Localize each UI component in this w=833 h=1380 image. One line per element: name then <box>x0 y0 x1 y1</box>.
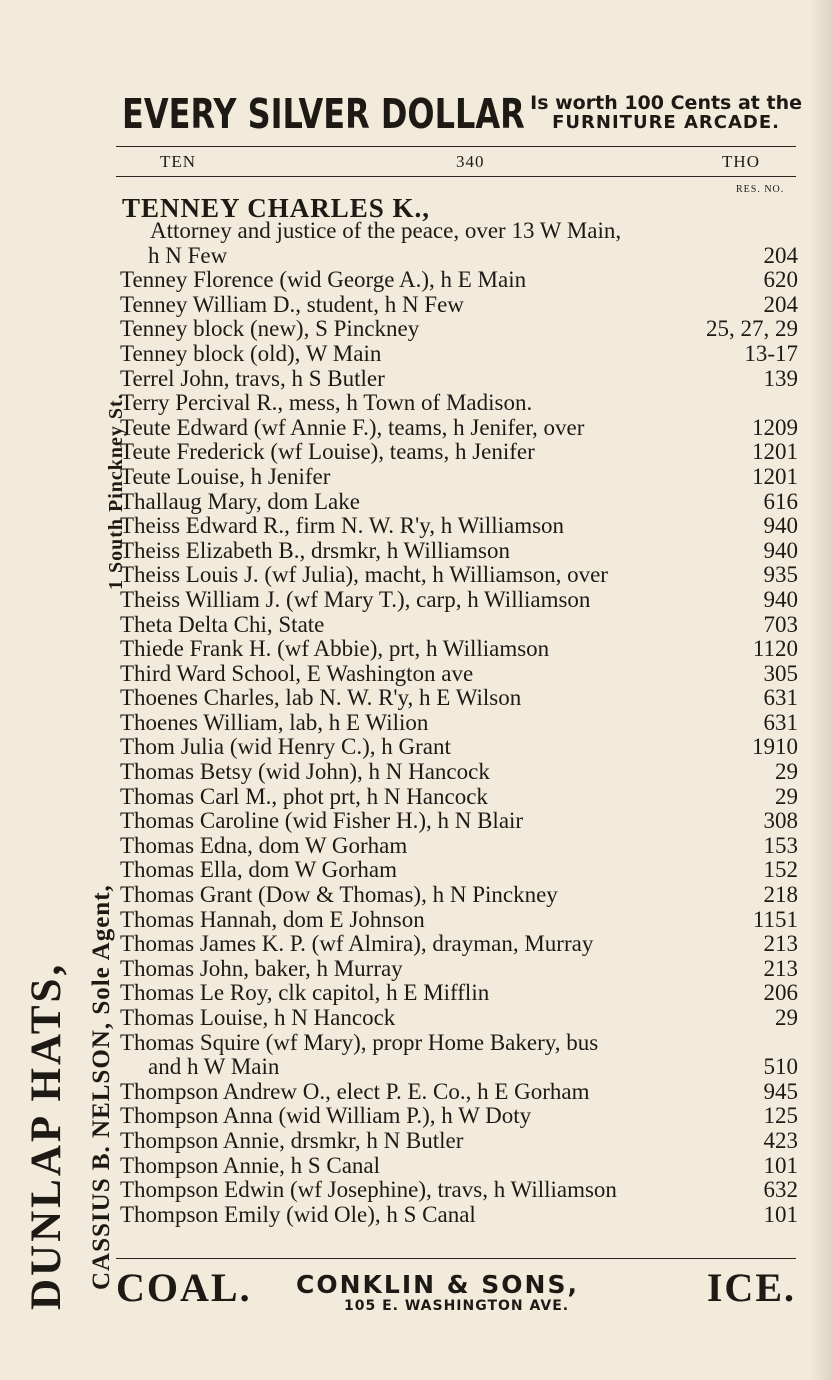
directory-entry <box>120 1203 798 1228</box>
entry-text: Thiede Frank H. (wf Abbie), prt, h Williamson <box>120 636 550 662</box>
entry-text: Teute Edward (wf Annie F.), teams, h Jenifer, over <box>120 414 585 440</box>
entry-text: Third Ward School, E Washington ave <box>120 660 474 686</box>
entry-number: 101 <box>763 1201 798 1227</box>
directory-entry <box>120 416 798 441</box>
entry-text: Thomas Squire (wf Mary), propr Home Bakery, bus <box>120 1029 599 1055</box>
side-advert-agent: CASSIUS B. NELSON, Sole Agent, <box>88 884 115 1290</box>
entry-text: Thomas Grant (Dow & Thomas), h N Pinckney <box>120 882 558 908</box>
directory-entry <box>120 391 798 416</box>
top-rule <box>116 146 796 147</box>
entry-text: Thompson Annie, drsmkr, h N Butler <box>120 1127 464 1153</box>
entry-number: 204 <box>763 291 798 317</box>
directory-entry <box>120 1080 798 1105</box>
entry-text: Attorney and justice of the peace, over 13 W Main, <box>150 218 622 243</box>
running-head <box>160 152 760 174</box>
entry-number: 423 <box>763 1127 798 1153</box>
entry-number: 620 <box>763 267 798 293</box>
entry-number: 940 <box>763 586 798 612</box>
directory-entry <box>120 367 798 392</box>
directory-entry <box>120 785 798 810</box>
banner-tagline <box>530 94 802 132</box>
entry-number: 510 <box>763 1054 798 1080</box>
entry-number: 940 <box>763 513 798 539</box>
directory-entry <box>120 981 798 1006</box>
entry-text: Thompson Edwin (wf Josephine), travs, h Williamson <box>120 1177 617 1203</box>
entry-text: Thoenes Charles, lab N. W. R'y, h E Wilson <box>120 685 522 711</box>
directory-entry <box>120 244 798 269</box>
directory-entry <box>120 637 798 662</box>
entry-text: Terry Percival R., mess, h Town of Madison. <box>120 390 533 416</box>
entry-number: 1910 <box>752 734 798 760</box>
footer-firm-name: CONKLIN & SONS, <box>296 1270 579 1299</box>
running-head-right: THO <box>722 152 760 171</box>
entry-text: Theta Delta Chi, State <box>120 611 325 637</box>
entry-heading: TENNEY CHARLES K., <box>122 193 431 223</box>
entry-number: 213 <box>763 931 798 957</box>
entry-text: Thompson Andrew O., elect P. E. Co., h E Gorham <box>120 1078 590 1104</box>
directory-entry <box>120 760 798 785</box>
entry-number: 29 <box>775 1005 798 1030</box>
entry-text: Thomas Betsy (wid John), h N Hancock <box>120 759 490 785</box>
footer-right-word: ICE. <box>706 1265 796 1310</box>
entry-number: 152 <box>763 857 798 883</box>
directory-entry <box>120 1178 798 1203</box>
directory-entry <box>120 317 798 342</box>
entry-number: 935 <box>763 562 798 588</box>
entry-number: 213 <box>763 955 798 981</box>
footer-address: 105 E. WASHINGTON AVE. <box>344 1298 570 1314</box>
entry-text: Theiss Elizabeth B., drsmkr, h Williamson <box>120 537 510 563</box>
entry-text: Thomas Ella, dom W Gorham <box>120 857 398 883</box>
entry-number: 1151 <box>752 906 798 932</box>
advertisement-banner <box>122 86 802 138</box>
entry-number: 1120 <box>752 636 798 662</box>
directory-entry <box>120 957 798 982</box>
entry-number: 139 <box>763 365 798 391</box>
page-edge-shadow <box>809 0 833 1380</box>
directory-entry <box>120 342 798 367</box>
entry-number: 13-17 <box>744 340 798 366</box>
directory-entry <box>120 1055 798 1080</box>
directory-entry <box>120 932 798 957</box>
entry-number: 631 <box>763 685 798 711</box>
running-head-left: TEN <box>160 152 197 171</box>
directory-entry <box>120 563 798 588</box>
entry-number: 305 <box>763 660 798 686</box>
directory-entry <box>120 883 798 908</box>
directory-entry <box>120 711 798 736</box>
entry-text: Thomas Edna, dom W Gorham <box>120 832 408 858</box>
directory-entry <box>120 465 798 490</box>
entry-text: Thallaug Mary, dom Lake <box>120 488 360 514</box>
entry-number: 1201 <box>752 463 798 489</box>
entry-text: Thom Julia (wid Henry C.), h Grant <box>120 734 451 760</box>
entry-number: 616 <box>763 488 798 514</box>
directory-entries <box>120 219 798 1227</box>
directory-entry <box>120 858 798 883</box>
directory-entry <box>120 539 798 564</box>
entry-text: Thomas Le Roy, clk capitol, h E Mifflin <box>120 980 490 1006</box>
directory-entry <box>120 908 798 933</box>
entry-text: Thomas Caroline (wid Fisher H.), h N Blair <box>120 808 524 834</box>
directory-entry <box>120 1129 798 1154</box>
entry-text: Terrel John, travs, h S Butler <box>120 365 385 391</box>
entry-text: Thompson Annie, h S Canal <box>120 1152 381 1178</box>
entry-text: Thomas Hannah, dom E Johnson <box>120 906 425 932</box>
entry-number: 1209 <box>752 414 798 440</box>
side-advert-title: DUNLAP HATS, <box>23 961 70 1310</box>
entry-number: 1201 <box>752 439 798 465</box>
entry-number: 632 <box>763 1177 798 1203</box>
directory-entry <box>120 809 798 834</box>
entry-number: 204 <box>763 242 798 268</box>
directory-entry <box>120 293 798 318</box>
residence-number-label: RES. NO. <box>736 184 785 195</box>
entry-number: 101 <box>763 1152 798 1178</box>
entry-number: 631 <box>763 709 798 735</box>
directory-entry <box>120 1031 798 1056</box>
entry-text: Theiss William J. (wf Mary T.), carp, h Williamson <box>120 586 591 612</box>
bottom-rule <box>116 1258 796 1259</box>
entry-number: 308 <box>763 808 798 834</box>
entry-text: Thomas Carl M., phot prt, h N Hancock <box>120 783 488 809</box>
entry-number: 153 <box>763 832 798 858</box>
entry-number: 206 <box>763 980 798 1006</box>
entry-text: h N Few <box>148 242 228 268</box>
entry-text: Thomas Louise, h N Hancock <box>120 1005 396 1030</box>
directory-entry <box>120 588 798 613</box>
entry-text: Teute Louise, h Jenifer <box>120 463 331 489</box>
entry-number: 29 <box>775 783 798 809</box>
directory-entry <box>120 686 798 711</box>
entry-number: 703 <box>763 611 798 637</box>
entry-text: Tenney Florence (wid George A.), h E Main <box>120 267 527 293</box>
running-head-rule <box>116 176 796 177</box>
entry-number: 218 <box>763 882 798 908</box>
directory-entry <box>120 1154 798 1179</box>
directory-entry <box>120 1104 798 1129</box>
entry-text: Theiss Louis J. (wf Julia), macht, h Williamson, over <box>120 562 608 588</box>
entry-text: Tenney block (old), W Main <box>120 340 382 366</box>
entry-text: Tenney block (new), S Pinckney <box>120 316 420 342</box>
entry-text: Thomas James K. P. (wf Almira), drayman, Murray <box>120 931 594 957</box>
footer-left-word: COAL. <box>116 1265 252 1310</box>
entry-number: 29 <box>775 759 798 785</box>
directory-entry <box>120 1006 798 1031</box>
directory-entry <box>120 834 798 859</box>
entry-number: 25, 27, 29 <box>706 316 798 342</box>
banner-tagline-line1: Is worth 100 Cents at the <box>530 92 802 114</box>
directory-entry <box>120 662 798 687</box>
entry-text: Theiss Edward R., firm N. W. R'y, h Williamson <box>120 513 565 539</box>
page-number: 340 <box>456 152 485 171</box>
entry-text: and h W Main <box>148 1054 280 1080</box>
directory-entry <box>120 219 798 244</box>
entry-text: Thoenes William, lab, h E Wilion <box>120 709 429 735</box>
banner-tagline-line2: FURNITURE ARCADE. <box>552 112 780 133</box>
banner-headline: EVERY SILVER DOLLAR <box>122 90 525 138</box>
entry-text: Teute Frederick (wf Louise), teams, h Jenifer <box>120 439 535 465</box>
entry-number: 945 <box>763 1078 798 1104</box>
entry-number: 125 <box>763 1103 798 1129</box>
directory-entry <box>120 735 798 760</box>
directory-entry <box>120 613 798 638</box>
entry-number: 940 <box>763 537 798 563</box>
directory-entry <box>120 440 798 465</box>
entry-text: Thompson Anna (wid William P.), h W Doty <box>120 1103 532 1129</box>
entry-text: Thompson Emily (wid Ole), h S Canal <box>120 1201 476 1227</box>
footer-advertisement <box>116 1264 796 1324</box>
side-advert-address: 1 South Pinckney St. <box>105 393 127 590</box>
entry-text: Thomas John, baker, h Murray <box>120 955 403 981</box>
entry-text: Tenney William D., student, h N Few <box>120 291 464 317</box>
directory-entry <box>120 514 798 539</box>
directory-entry <box>120 268 798 293</box>
directory-entry <box>120 490 798 515</box>
